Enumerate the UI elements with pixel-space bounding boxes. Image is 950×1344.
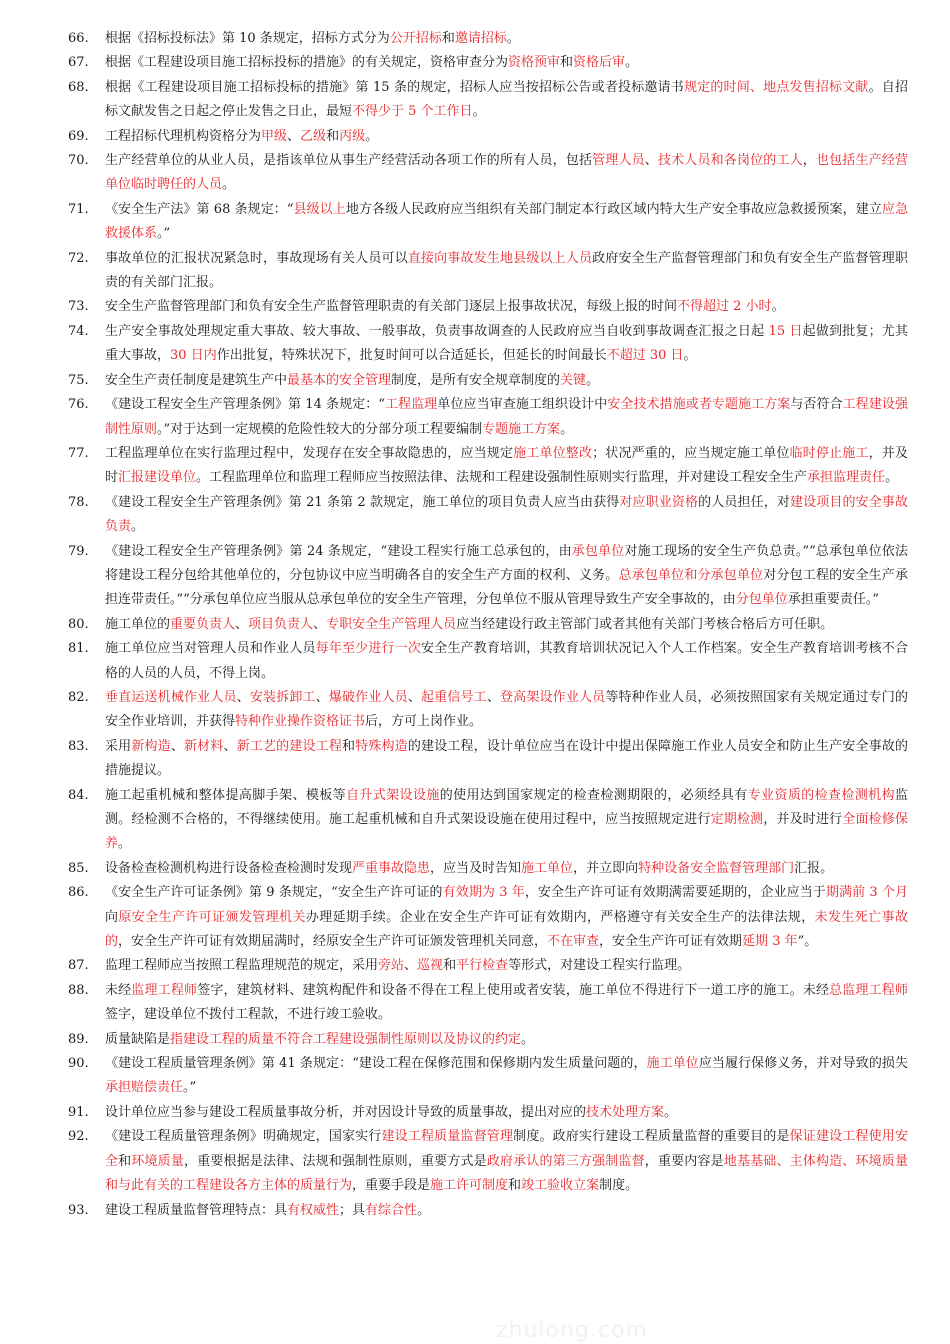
text-segment: 制度。 <box>599 1178 639 1194</box>
item-number: 93. <box>68 1202 89 1218</box>
document-body <box>68 27 908 1223</box>
text-segment: 工程招标代理机构资格分为 <box>105 128 262 144</box>
item-number: 88. <box>68 982 89 998</box>
text-segment: 、 <box>313 616 327 632</box>
list-item <box>68 1052 908 1101</box>
text-segment: ”。 <box>797 934 818 950</box>
list-item <box>68 1101 908 1125</box>
item-number: 83. <box>68 738 89 754</box>
list-item <box>68 295 908 319</box>
highlighted-term: 竣工验收立案 <box>521 1178 600 1194</box>
text-segment: 对分包工程的安全生产承担连带责任。”“分承包单位应当服从总承包单位的安全生产管理，分包单位不服从管理导致生产安全事故的，由 <box>105 567 908 608</box>
highlighted-term: 巡视 <box>417 958 444 974</box>
text-segment: 向 <box>105 909 119 925</box>
text-segment: ，重要内容是 <box>644 1153 724 1169</box>
list-item <box>68 637 908 686</box>
text-segment: ，安全生产许可证有效期届满时，经原安全生产许可证颁发管理机关同意， <box>118 934 548 950</box>
text-segment: 作出批复，特殊状况下，批复时间可以合适延长，但延长的时间最长 <box>216 348 607 364</box>
text-segment: ，应当及时告知 <box>430 860 522 876</box>
text-segment: 采用 <box>105 738 132 754</box>
item-text <box>105 686 908 735</box>
highlighted-term: 乙级 <box>300 128 327 144</box>
text-segment: 建设工程质量监督管理特点：具 <box>105 1202 288 1218</box>
text-segment: 签字，建筑材料、建筑构配件和设备不得在工程上使用或者安装，施工单位不得进行下一道工序的施工。未经 <box>197 982 830 998</box>
text-segment: 与否符合 <box>790 397 843 413</box>
list-item <box>68 857 908 881</box>
highlighted-term: 安全技术措施或者专题施工方案 <box>607 397 791 413</box>
highlighted-term: 关键 <box>560 372 587 388</box>
item-text <box>105 1125 908 1198</box>
item-number: 66. <box>68 31 89 46</box>
text-segment: 监测。经检测不合格的，不得继续使用。施工起重机械和自升式架设设施在使用过程中，应当按照规定进行 <box>105 787 908 827</box>
item-text <box>105 540 908 613</box>
highlighted-term: 承担监理责任 <box>807 470 886 486</box>
highlighted-term: 不得超过 2 小时 <box>677 299 772 315</box>
list-item <box>68 149 908 198</box>
highlighted-term: 管理人员 <box>592 153 645 169</box>
highlighted-term: 也包括生产经营单位临时聘任的人员 <box>105 153 908 193</box>
item-number: 84. <box>68 787 89 803</box>
highlighted-term: 爆破作业人员 <box>328 689 408 705</box>
highlighted-term: 承担赔偿责任 <box>105 1080 184 1096</box>
list-item <box>68 540 908 613</box>
text-segment: 地方各级人民政府应当组织有关部门制定本行政区域内特大生产安全事故应急救援预案，建立 <box>345 201 882 217</box>
highlighted-term: 安装拆卸工 <box>249 689 316 705</box>
text-segment: 等形式，对建设工程实行监理。 <box>508 958 691 974</box>
text-segment: ，并及时 <box>105 445 908 486</box>
item-text <box>105 881 908 954</box>
text-segment: 根据《招标投标法》第 10 条规定，招标方式分为 <box>105 31 390 46</box>
text-segment: 。 <box>506 31 520 46</box>
highlighted-term: 资格预审 <box>508 55 561 71</box>
text-segment: 制度。政府实行建设工程质量监督的重要目的是 <box>513 1129 790 1145</box>
list-item <box>68 784 908 857</box>
item-text <box>105 491 908 540</box>
item-number: 67. <box>68 55 89 71</box>
highlighted-term: 起重信号工 <box>421 689 487 705</box>
text-segment: 。 <box>586 372 600 388</box>
text-segment: 、 <box>404 958 418 974</box>
text-segment: 《建设工程质量管理条例》明确规定，国家实行 <box>105 1129 382 1145</box>
list-item <box>68 1199 908 1223</box>
text-segment: 、 <box>235 616 249 632</box>
text-segment: 设备检查检测机构进行设备检查检测时发现 <box>105 860 353 876</box>
highlighted-term: 临时停止施工 <box>789 445 869 461</box>
item-text <box>105 149 908 198</box>
text-segment: 施工单位的 <box>105 616 171 632</box>
item-text <box>105 295 908 319</box>
highlighted-term: 每年至少进行一次 <box>315 641 421 657</box>
highlighted-term: 专题施工方案 <box>482 421 561 437</box>
highlighted-term: 新构造 <box>131 738 171 754</box>
item-number: 75. <box>68 372 89 388</box>
highlighted-term: 保证建设工程使用安全 <box>105 1129 908 1169</box>
item-text <box>105 369 908 393</box>
highlighted-term: 重要负责人 <box>170 616 236 632</box>
item-number: 72. <box>68 250 89 266</box>
text-segment: 工程监理单位在实行监理过程中，发现存在安全事故隐患的，应当规定 <box>105 445 514 461</box>
item-number: 90. <box>68 1056 89 1072</box>
text-segment: 。 <box>131 519 145 535</box>
highlighted-term: 特种作业操作资格证书 <box>235 714 366 730</box>
item-text <box>105 613 908 637</box>
text-segment: 生产安全事故处理规定重大事故、较大事故、一般事故，负责事故调查的人民政府应当自收到事故调查汇报之日起 <box>105 323 769 339</box>
text-segment: 。 <box>560 421 574 437</box>
list-item <box>68 735 908 784</box>
item-number: 73. <box>68 299 89 315</box>
list-item <box>68 369 908 393</box>
highlighted-term: 工程监理 <box>385 397 438 413</box>
item-text <box>105 637 908 686</box>
item-number: 76. <box>68 397 89 413</box>
item-number: 91. <box>68 1104 89 1120</box>
text-segment: 《建设工程安全生产管理条例》第 14 条规定：“ <box>105 397 385 413</box>
item-text <box>105 735 908 784</box>
highlighted-term: 新工艺的建设工程 <box>236 738 343 754</box>
text-segment: 、 <box>236 689 250 705</box>
highlighted-term: 总监理工程师 <box>829 982 908 998</box>
highlighted-term: 有权威性 <box>287 1202 340 1218</box>
text-segment: 施工起重机械和整体提高脚手架、模板等 <box>105 787 346 803</box>
list-item <box>68 613 908 637</box>
text-segment: 。 <box>365 128 379 144</box>
highlighted-term: 不超过 30 日 <box>606 348 684 364</box>
text-segment: 和 <box>560 55 574 71</box>
item-text <box>105 76 908 125</box>
list-item <box>68 76 908 125</box>
text-segment: 施工单位应当对管理人员和作业人员 <box>105 641 316 657</box>
highlighted-term: 登高架设作业人员 <box>500 689 606 705</box>
item-number: 70. <box>68 153 89 169</box>
text-segment: 应当履行保修义务，并对导致的损失 <box>698 1056 908 1072</box>
highlighted-term: 未发生死亡事故的 <box>105 909 908 950</box>
item-text <box>105 1101 908 1125</box>
highlighted-term: 环境质量 <box>131 1153 185 1169</box>
text-segment: 应当经建设行政主管部门或者其他有关部门考核合格后方可任职。 <box>456 616 834 632</box>
highlighted-term: 指建设工程的质量不符合工程建设强制性原则以及协议的约定 <box>170 1031 522 1047</box>
item-text <box>105 1199 908 1223</box>
highlighted-term: 有综合性 <box>365 1202 418 1218</box>
text-segment: 对施工现场的安全生产负总责。”“总承包单位依法将建设工程分包给其他单位的，分包协议中应当明确各自的安全生产方面的权利、义务。 <box>105 543 908 583</box>
text-segment: 。 <box>222 177 236 193</box>
highlighted-term: 垂直运送机械作业人员 <box>105 689 237 705</box>
item-number: 77. <box>68 445 89 461</box>
text-segment: 根据《工程建设项目施工招标投标的措施》第 15 条的规定，招标人应当按招标公告或者投标邀请书 <box>105 79 684 95</box>
text-segment: 生产经营单位的从业人员，是指该单位从事生产经营活动各项工作的所有人员，包括 <box>105 153 593 169</box>
text-segment: 《建设工程质量管理条例》第 41 条规定：“建设工程在保修范围和保修期内发生质量问题的， <box>105 1056 647 1072</box>
text-segment: 汇报。 <box>794 860 834 876</box>
highlighted-term: 项目负责人 <box>248 616 314 632</box>
list-item <box>68 881 908 954</box>
highlighted-term: 丙级 <box>339 128 366 144</box>
text-segment: 。自招标文献发售之日起之停止发售之日止，最短 <box>105 79 908 120</box>
text-segment: ；具 <box>339 1202 366 1218</box>
text-segment: ，安全生产许可证有效期 <box>599 934 743 950</box>
text-segment: 。 <box>472 104 486 120</box>
item-text <box>105 51 908 75</box>
highlighted-term: 施工单位整改 <box>513 445 593 461</box>
item-text <box>105 125 908 149</box>
text-segment: 。” <box>183 1080 197 1096</box>
text-segment: 和 <box>443 958 457 974</box>
item-text <box>105 954 908 978</box>
text-segment: 安全生产监督管理部门和负有安全生产监督管理职责的有关部门逐层上报事故状况，每级上报的时间 <box>105 299 678 315</box>
text-segment: 办理延期手续。企业在安全生产许可证有效期内，严格遵守有关安全生产的法律法规， <box>305 909 815 925</box>
highlighted-term: 建设工程质量监督管理 <box>381 1129 514 1145</box>
highlighted-term: 最基本的安全管理 <box>287 372 392 388</box>
text-segment: 。 <box>664 1104 678 1120</box>
text-segment: 的使用达到国家规定的检查检测期限的，必须经具有 <box>439 787 748 803</box>
list-item <box>68 1028 908 1052</box>
text-segment: 后，方可上岗作业。 <box>365 714 483 730</box>
list-item <box>68 393 908 442</box>
text-segment: 承担重要责任。” <box>787 592 879 608</box>
list-item <box>68 125 908 149</box>
text-segment: 《建设工程安全生产管理条例》第 21 条第 2 款规定，施工单位的项目负责人应当由获得 <box>105 494 620 510</box>
text-segment: 事故单位的汇报状况紧急时，事故现场有关人员可以 <box>105 250 408 266</box>
highlighted-term: 直接向事故发生地县级以上人员 <box>407 250 593 266</box>
item-text <box>105 1028 908 1052</box>
highlighted-term: 期满前 3 个月 <box>825 885 908 901</box>
text-segment: 。 <box>417 1202 431 1218</box>
highlighted-term: 自升式架设设施 <box>346 787 440 803</box>
item-number: 71. <box>68 201 89 217</box>
item-number: 74. <box>68 323 89 339</box>
highlighted-term: 特殊构造 <box>355 738 408 754</box>
list-item <box>68 1125 908 1198</box>
highlighted-term: 技术处理方案 <box>586 1104 665 1120</box>
highlighted-term: 不在审查 <box>547 934 600 950</box>
text-segment: 、 <box>170 738 185 754</box>
list-item <box>68 320 908 369</box>
text-segment: 根据《工程建设项目施工招标投标的措施》的有关规定，资格审查分为 <box>105 55 509 71</box>
item-number: 92. <box>68 1129 89 1145</box>
item-number: 89. <box>68 1031 89 1047</box>
list-item <box>68 686 908 735</box>
text-segment: 等特种作业人员，必须按照国家有关规定通过专门的安全作业培训，并获得 <box>105 689 908 730</box>
text-segment: 质量缺陷是 <box>105 1031 171 1047</box>
text-segment: 起做到批复；尤其重大事故， <box>105 323 908 364</box>
highlighted-term: 施工单位 <box>521 860 574 876</box>
item-text <box>105 857 908 881</box>
highlighted-term: 建设项目的安全事故负责 <box>105 494 908 535</box>
highlighted-term: 有效期为 3 年 <box>442 885 525 901</box>
text-segment: 安全生产教育培训，其教育培训状况记入个人工作档案。安全生产教育培训考核不合格的人员的人员，不得上岗。 <box>105 641 908 681</box>
highlighted-term: 定期检测 <box>710 812 764 827</box>
text-segment: ；状况严重的，应当规定施工单位 <box>592 445 790 461</box>
highlighted-term: 政府承认的第三方强制监督 <box>486 1153 645 1169</box>
text-segment: 《安全生产法》第 68 条规定：“ <box>105 201 294 217</box>
highlighted-term: 汇报建设单位 <box>118 470 197 486</box>
text-segment: 单位应当审查施工组织设计中 <box>437 397 608 413</box>
text-segment: ，重要手段是 <box>352 1178 431 1194</box>
item-number: 78. <box>68 494 89 510</box>
highlighted-term: 施工许可制度 <box>430 1178 509 1194</box>
highlighted-term: 30 日内 <box>170 348 217 364</box>
item-text <box>105 442 908 491</box>
text-segment: 和 <box>342 738 356 754</box>
highlighted-term: 15 日 <box>768 323 803 339</box>
text-segment: 和 <box>118 1153 132 1169</box>
highlighted-term: 平行检查 <box>456 958 509 974</box>
text-segment: 。 <box>625 55 639 71</box>
item-text <box>105 247 908 296</box>
item-number: 85. <box>68 860 89 876</box>
list-item <box>68 198 908 247</box>
text-segment: 签字，建设单位不拨付工程款，不进行竣工验收。 <box>105 1007 392 1023</box>
highlighted-term: 工程建设强制性原则 <box>105 397 908 437</box>
highlighted-term: 公开招标 <box>389 31 442 46</box>
highlighted-term: 县级以上 <box>293 201 346 217</box>
text-segment: 和 <box>441 31 455 46</box>
highlighted-term: 监理工程师 <box>131 982 198 998</box>
highlighted-term: 承包单位 <box>571 543 625 559</box>
highlighted-term: 专职安全生产管理人员 <box>326 616 457 632</box>
highlighted-term: 严重事故隐患 <box>352 860 431 876</box>
highlighted-term: 甲级 <box>261 128 288 144</box>
list-item <box>68 247 908 296</box>
highlighted-term: 不得少于 5 个工作日 <box>352 104 473 120</box>
text-segment: 。 <box>521 1031 535 1047</box>
item-number: 69. <box>68 128 89 144</box>
list-item <box>68 442 908 491</box>
highlighted-term: 地基基础、主体构造、环境质量和与此有关的工程建设各方主体的质量行为 <box>105 1153 908 1194</box>
list-item <box>68 954 908 978</box>
text-segment: 未经 <box>105 982 132 998</box>
item-text <box>105 784 908 857</box>
highlighted-term: 延期 3 年 <box>742 934 798 950</box>
text-segment: 。 <box>771 299 785 315</box>
highlighted-term: 规定的时间、地点发售招标文献 <box>684 79 869 95</box>
item-number: 79. <box>68 543 89 559</box>
highlighted-term: 原安全生产许可证颁发管理机关 <box>118 909 306 925</box>
text-segment: ， <box>802 153 816 169</box>
text-segment: 和 <box>326 128 340 144</box>
list-item <box>68 27 908 51</box>
list-item <box>68 491 908 540</box>
text-segment: 安全生产责任制度是建筑生产中 <box>105 372 288 388</box>
highlighted-term: 全面检修保养 <box>105 812 908 852</box>
item-text <box>105 27 908 51</box>
highlighted-term: 特种设备安全监督管理部门 <box>638 860 795 876</box>
text-segment: 监理工程师应当按照工程监理规范的规定，采用 <box>105 958 379 974</box>
item-number: 81. <box>68 641 89 657</box>
text-segment: ，安全生产许可证有效期满需要延期的，企业应当于 <box>524 885 826 901</box>
item-number: 80. <box>68 616 89 632</box>
item-text <box>105 393 908 442</box>
list-item <box>68 51 908 75</box>
highlighted-term: 应急救援体系 <box>105 201 908 242</box>
text-segment: 、 <box>407 689 421 705</box>
text-segment: 、 <box>223 738 237 754</box>
item-text <box>105 1052 908 1101</box>
text-segment: 、 <box>315 689 329 705</box>
text-segment: 。” <box>157 226 171 242</box>
text-segment: 的人员担任，对 <box>698 494 790 510</box>
highlighted-term: 对应职业资格 <box>619 494 699 510</box>
item-number: 86. <box>68 885 89 901</box>
text-segment: ，重要根据是法律、法规和强制性原则，重要方式是 <box>184 1153 487 1169</box>
text-segment: 《建设工程安全生产管理条例》第 24 条规定，“建设工程实行施工总承包的，由 <box>105 543 572 559</box>
highlighted-term: 总承包单位和分承包单位 <box>618 567 764 583</box>
highlighted-term: 专业资质的检查检测机构 <box>747 787 895 803</box>
text-segment: 、 <box>287 128 301 144</box>
text-segment: 制度，是所有安全规章制度的 <box>391 372 561 388</box>
highlighted-term: 资格后审 <box>573 55 626 71</box>
text-segment: 。”对于达到一定规模的危险性较大的分部分项工程要编制 <box>157 421 483 437</box>
highlighted-term: 技术人员和各岗位的工人 <box>657 153 803 169</box>
highlighted-term: 新材料 <box>184 738 224 754</box>
text-segment: 。工程监理单位和监理工程师应当按照法律、法规和工程建设强制性原则实行监理，并对建设工程安全生产 <box>196 470 808 486</box>
text-segment: 。 <box>885 470 899 486</box>
text-segment: 。 <box>118 836 132 852</box>
text-segment: 《安全生产许可证条例》第 9 条规定，“安全生产许可证的 <box>105 885 443 901</box>
item-number: 82. <box>68 689 89 705</box>
highlighted-term: 分包单位 <box>735 592 788 608</box>
text-segment: 设计单位应当参与建设工程质量事故分析，并对因设计导致的质量事故，提出对应的 <box>105 1104 587 1120</box>
list-item <box>68 979 908 1028</box>
text-segment: 、 <box>644 153 658 169</box>
item-number: 68. <box>68 79 89 95</box>
highlighted-term: 邀请招标 <box>454 31 507 46</box>
text-segment: ，并及时进行 <box>763 812 843 827</box>
item-text <box>105 198 908 247</box>
highlighted-term: 旁站 <box>378 958 405 974</box>
item-text <box>105 979 908 1028</box>
watermark: zhulong.com <box>496 1318 648 1343</box>
text-segment: 。 <box>683 348 697 364</box>
text-segment: ，并立即向 <box>573 860 639 876</box>
item-text <box>105 320 908 369</box>
highlighted-term: 施工单位 <box>646 1056 699 1072</box>
text-segment: 政府安全生产监督管理部门和负有安全生产监督管理职责的有关部门汇报。 <box>105 250 908 291</box>
item-number: 87. <box>68 958 89 974</box>
text-segment: 、 <box>486 689 500 705</box>
text-segment: 的建设工程，设计单位应当在设计中提出保障施工作业人员安全和防止生产安全事故的措施提议。 <box>105 738 908 779</box>
text-segment: 和 <box>508 1178 522 1194</box>
